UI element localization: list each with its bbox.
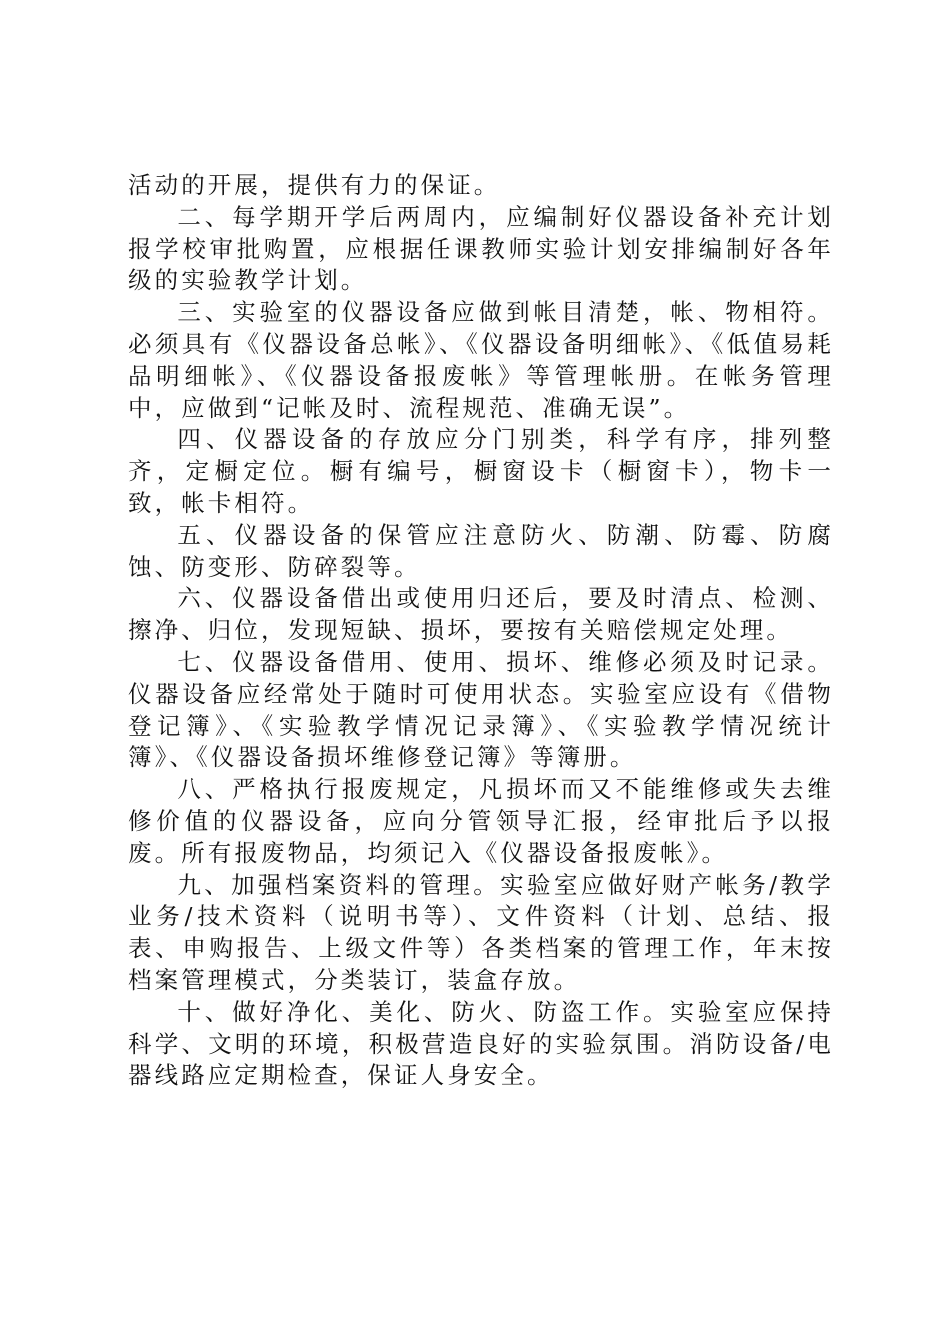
paragraph-item-5: 五、仪器设备的保管应注意防火、防潮、防霉、防腐蚀、防变形、防碎裂等。 [128, 520, 834, 581]
document-body [128, 170, 834, 1092]
paragraph-item-6: 六、仪器设备借出或使用归还后，要及时清点、检测、擦净、归位，发现短缺、损坏，要按有关赔偿规定处理。 [128, 584, 834, 645]
paragraph-item-7: 七、仪器设备借用、使用、损坏、维修必须及时记录。仪器设备应经常处于随时可使用状态。实验室应设有《借物登记簿》、《实验教学情况记录簿》、《实验教学情况统计簿》、《仪器设备损坏维修登记簿》等簿册。 [128, 647, 834, 772]
paragraph-continuation: 活动的开展，提供有力的保证。 [128, 171, 501, 199]
paragraph-item-4: 四、仪器设备的存放应分门别类，科学有序，排列整齐，定橱定位。橱有编号，橱窗设卡（橱窗卡），物卡一致，帐卡相符。 [128, 425, 834, 517]
paragraph-item-9: 九、加强档案资料的管理。实验室应做好财产帐务/教学业务/技术资料（说明书等）、文件资料（计划、总结、报表、申购报告、上级文件等）各类档案的管理工作，年末按档案管理模式，分类装订，装盒存放。 [128, 870, 834, 994]
paragraph-item-3: 三、实验室的仪器设备应做到帐目清楚，帐、物相符。必须具有《仪器设备总帐》、《仪器设备明细帐》、《低值易耗品明细帐》、《仪器设备报废帐》等管理帐册。在帐务管理中，应做到“记帐及时、流程规范、准确无误”。 [128, 298, 834, 422]
paragraph-item-10: 十、做好净化、美化、防火、防盗工作。实验室应保持科学、文明的环境，积极营造良好的实验氛围。消防设备/电器线路应定期检查，保证人身安全。 [128, 997, 834, 1090]
paragraph-item-8: 八、严格执行报废规定，凡损坏而又不能维修或失去维修价值的仪器设备，应向分管领导汇报，经审批后予以报废。所有报废物品，均须记入《仪器设备报废帐》。 [128, 775, 834, 867]
paragraph-item-2: 二、每学期开学后两周内，应编制好仪器设备补充计划报学校审批购置，应根据任课教师实验计划安排编制好各年级的实验教学计划。 [128, 202, 834, 295]
